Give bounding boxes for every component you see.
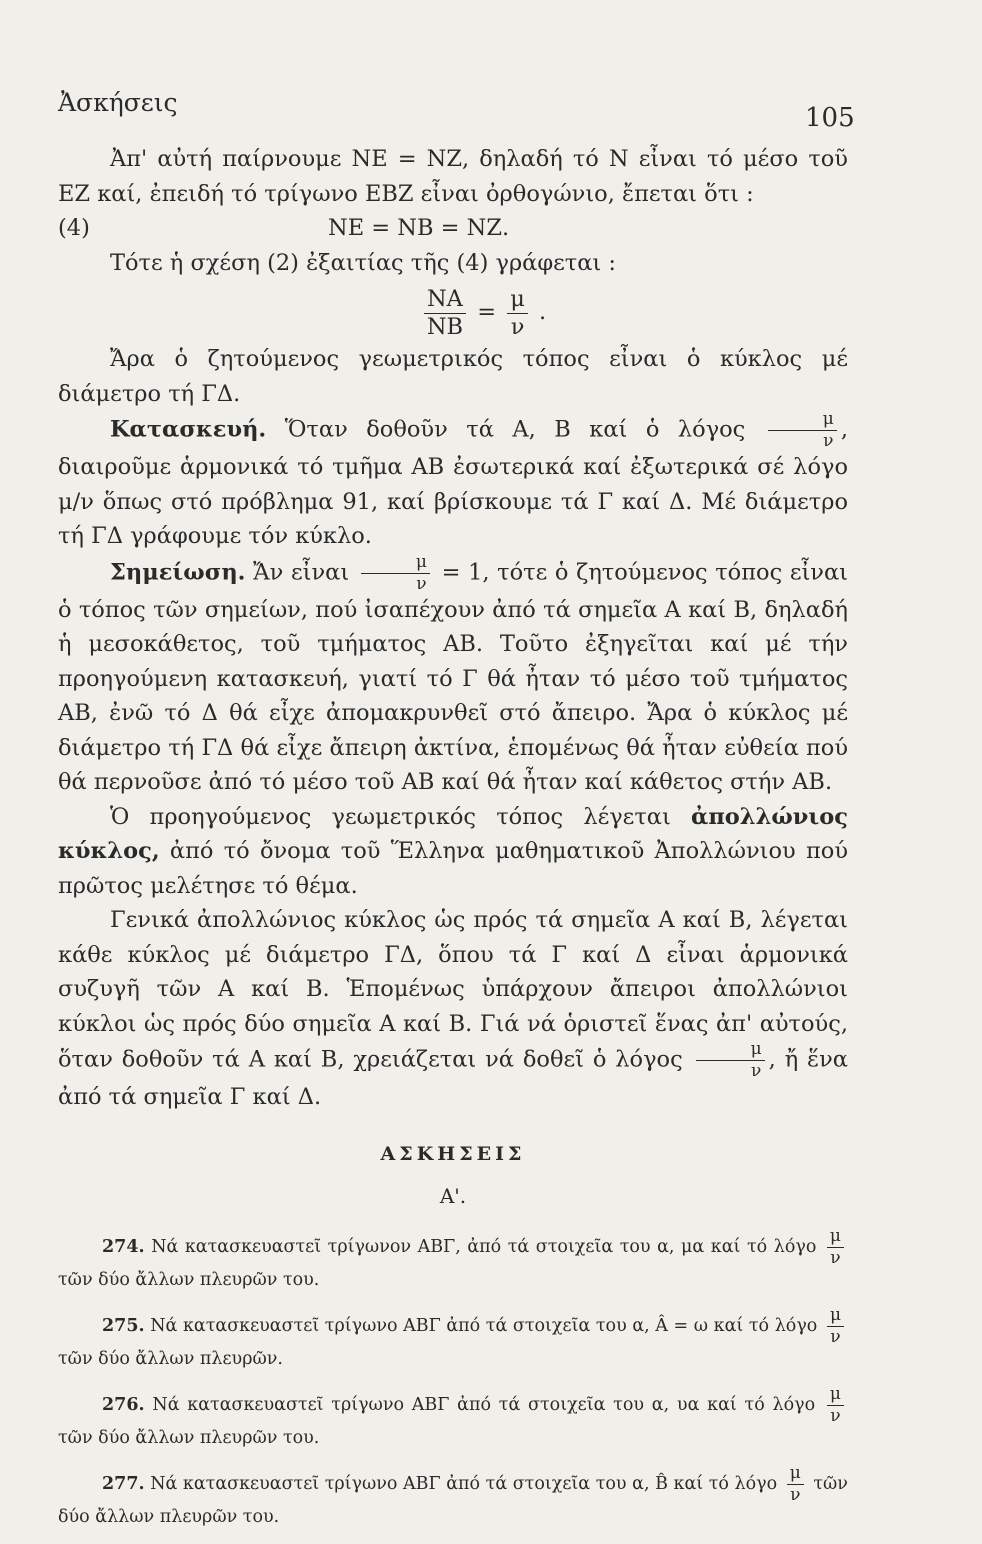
apollonius-text-a: Ὁ προηγούμενος γεωμετρικός τόπος λέγεται [110,803,671,830]
equation-number: (4) [58,215,90,241]
numerator: μ [696,1041,765,1061]
fraction-mu-nu [827,1225,844,1268]
numerator: μ [827,1307,844,1327]
numerator: μ [827,1228,844,1248]
exercise-number: 276. [102,1394,145,1415]
exercise-group-label: Α'. [439,1184,467,1208]
exercise-text-b: τῶν δύο ἄλλων πλευρῶν του. [58,1473,848,1527]
denominator: ν [830,1405,841,1426]
construction-text-a: Ὅταν δοθοῦν τά Α, Β καί ὁ λόγος [284,416,746,443]
fraction-mu-nu [827,1383,844,1426]
exercise-text-b: τῶν δύο ἄλλων πλευρῶν του. [58,1427,320,1448]
fraction-mu-nu [696,1041,765,1080]
apollonius-paragraph [58,800,848,904]
construction-paragraph [58,411,848,554]
exercise-item [58,1225,848,1293]
note-label: Σημείωση. [110,559,246,585]
paragraph-1 [58,142,848,211]
apollonius-text-b: ἀπό τό ὄνομα τοῦ Ἕλληνα μαθηματικοῦ Ἀπολλώνιου πού πρῶτος μελέτησε τό θέμα. [58,838,848,899]
numerator: μ [827,1386,844,1406]
denominator: ν [750,1061,762,1081]
note-text-a: Ἄν εἶναι [253,559,350,585]
fraction-mu-nu [787,1462,804,1505]
apollonius-term: ἀπολλώνιος κύκλος, [58,803,848,864]
fraction-na-nb [424,288,466,338]
numerator: μ [507,288,528,314]
denominator: ν [416,573,427,594]
denominator: ΝΒ [426,313,464,340]
numerator: ΝΑ [424,288,466,314]
equation-4 [58,211,848,246]
exercise-item [58,1462,848,1530]
exercise-text-a: Νά κατασκευαστεῖ τρίγωνον ΑΒΓ, ἀπό τά στοιχεῖα του α, μα καί τό λόγο [151,1236,817,1257]
exercise-item [58,1383,848,1451]
text-line: Ἀπ' αὐτή παίρνουμε ΝΕ = ΝΖ, δηλαδή τό Ν εἶναι τό μέσο τοῦ ΕΖ καί, [58,146,848,207]
fraction-mu-nu [361,551,430,594]
denominator: ν [823,431,834,451]
equation-text: ΝΕ = ΝΒ = ΝΖ. [328,215,510,241]
locus-paragraph: Ἄρα ὁ ζητούμενος γεωμετρικός τόπος εἶναι ὁ κύκλος μέ διάμετρο τή ΓΔ. [58,346,848,407]
construction-text-b: , διαιροῦμε ἁρμονικά τό τμῆμα ΑΒ ἐσωτερικά καί ἐξωτερικά σέ λόγο μ/ν ὅπως στό πρόβλημα 91, καί βρίσκουμε τά Γ καί Δ. Μέ διάμετρο τή ΓΔ γράφουμε τόν κύκλο. [58,416,848,549]
numerator: μ [787,1465,804,1485]
fraction-mu-nu [507,288,528,338]
exercise-number: 275. [102,1315,145,1336]
exercise-text-a: Νά κατασκευαστεῖ τρίγωνο ΑΒΓ ἀπό τά στοιχεῖα του α, Â = ω καί τό λόγο [150,1315,818,1336]
formula-period: . [539,299,547,325]
general-paragraph [58,903,848,1115]
exercise-text-a: Νά κατασκευαστεῖ τρίγωνο ΑΒΓ ἀπό τά στοιχεῖα του α, B̂ καί τό λόγο [150,1473,778,1494]
numerator: μ [768,411,837,431]
exercise-text-b: τῶν δύο ἄλλων πλευρῶν. [58,1348,283,1369]
text-line: ἐπειδή τό τρίγωνο ΕΒΖ εἶναι ὀρθογώνιο, ἔπεται ὅτι : [149,180,754,207]
exercise-list [58,1225,848,1530]
equals-sign: = [477,299,497,325]
general-text-a: Γενικά ἀπολλώνιος κύκλος ὡς πρός τά σημεῖα Α καί Β, λέγεται κάθε κύκλος μέ διάμετρο ΓΔ, ὅπου τά Γ καί Δ εἶναι ἁρμονικά συζυγῆ τῶν Α καί Β. Ἑπομένως ὑπάρχουν ἄπειροι ἀπολλώνιοι κύκλοι ὡς πρός δύο σημεῖα Α καί Β. Γιά νά ὁριστεῖ ἕνας ἀπ' αὐτούς, ὅταν δοθοῦν τά Α καί Β, χρειάζεται νά δοθεῖ ὁ λόγος [58,907,848,1073]
text-line: Τότε ἡ σχέση (2) ἐξαιτίας τῆς (4) γράφεται : [110,249,616,276]
page-body [58,142,848,1544]
note-text-b: = 1, τότε ὁ ζητούμενος τόπος εἶναι ὁ τόπος τῶν σημείων, πού ἰσαπέχουν ἀπό τά σημεῖα Α καί Β, δηλαδή ἡ μεσοκάθετος, τοῦ τμήματος ΑΒ. Τοῦτο ἐξηγεῖται καί μέ τήν προηγούμενη κατασκευή, γιατί τό Γ θά ἦταν τό μέσο τοῦ τμήματος ΑΒ, ἐνῶ τό Δ θά εἶχε ἀπομακρυνθεῖ στό ἄπειρο. Ἄρα ὁ κύκλος μέ διάμετρο τή ΓΔ θά εἶχε ἄπειρη ἀκτίνα, ἑπομένως θά ἦταν εὐθεία πού θά περνοῦσε ἀπό τό μέσο τοῦ ΑΒ καί θά ἦταν καί κάθετος στήν ΑΒ. [58,559,848,795]
denominator: ν [510,313,525,340]
general-text-b: , ἤ ἕνα ἀπό τά σημεῖα Γ καί Δ. [58,1046,849,1110]
note-paragraph [58,551,848,800]
exercise-number: 274. [102,1236,145,1257]
denominator: ν [830,1247,841,1268]
page-number: 105 [805,103,855,133]
fraction-mu-nu [827,1304,844,1347]
exercises-title: ΑΣΚΗΣΕΙΣ [380,1142,526,1165]
running-header: Ἀσκήσεις [58,88,178,117]
fraction-mu-nu [768,411,837,450]
denominator: ν [830,1326,841,1347]
numerator: μ [361,554,430,574]
exercise-text-b: τῶν δύο ἄλλων πλευρῶν του. [58,1269,320,1290]
exercise-number: 277. [102,1473,145,1494]
ratio-formula [58,288,848,338]
denominator: ν [790,1484,801,1505]
exercise-text-a: Νά κατασκευαστεῖ τρίγωνο ΑΒΓ ἀπό τά στοιχεῖα του α, υα καί τό λόγο [152,1394,816,1415]
exercise-item [58,1304,848,1372]
construction-label: Κατασκευή. [110,416,267,443]
